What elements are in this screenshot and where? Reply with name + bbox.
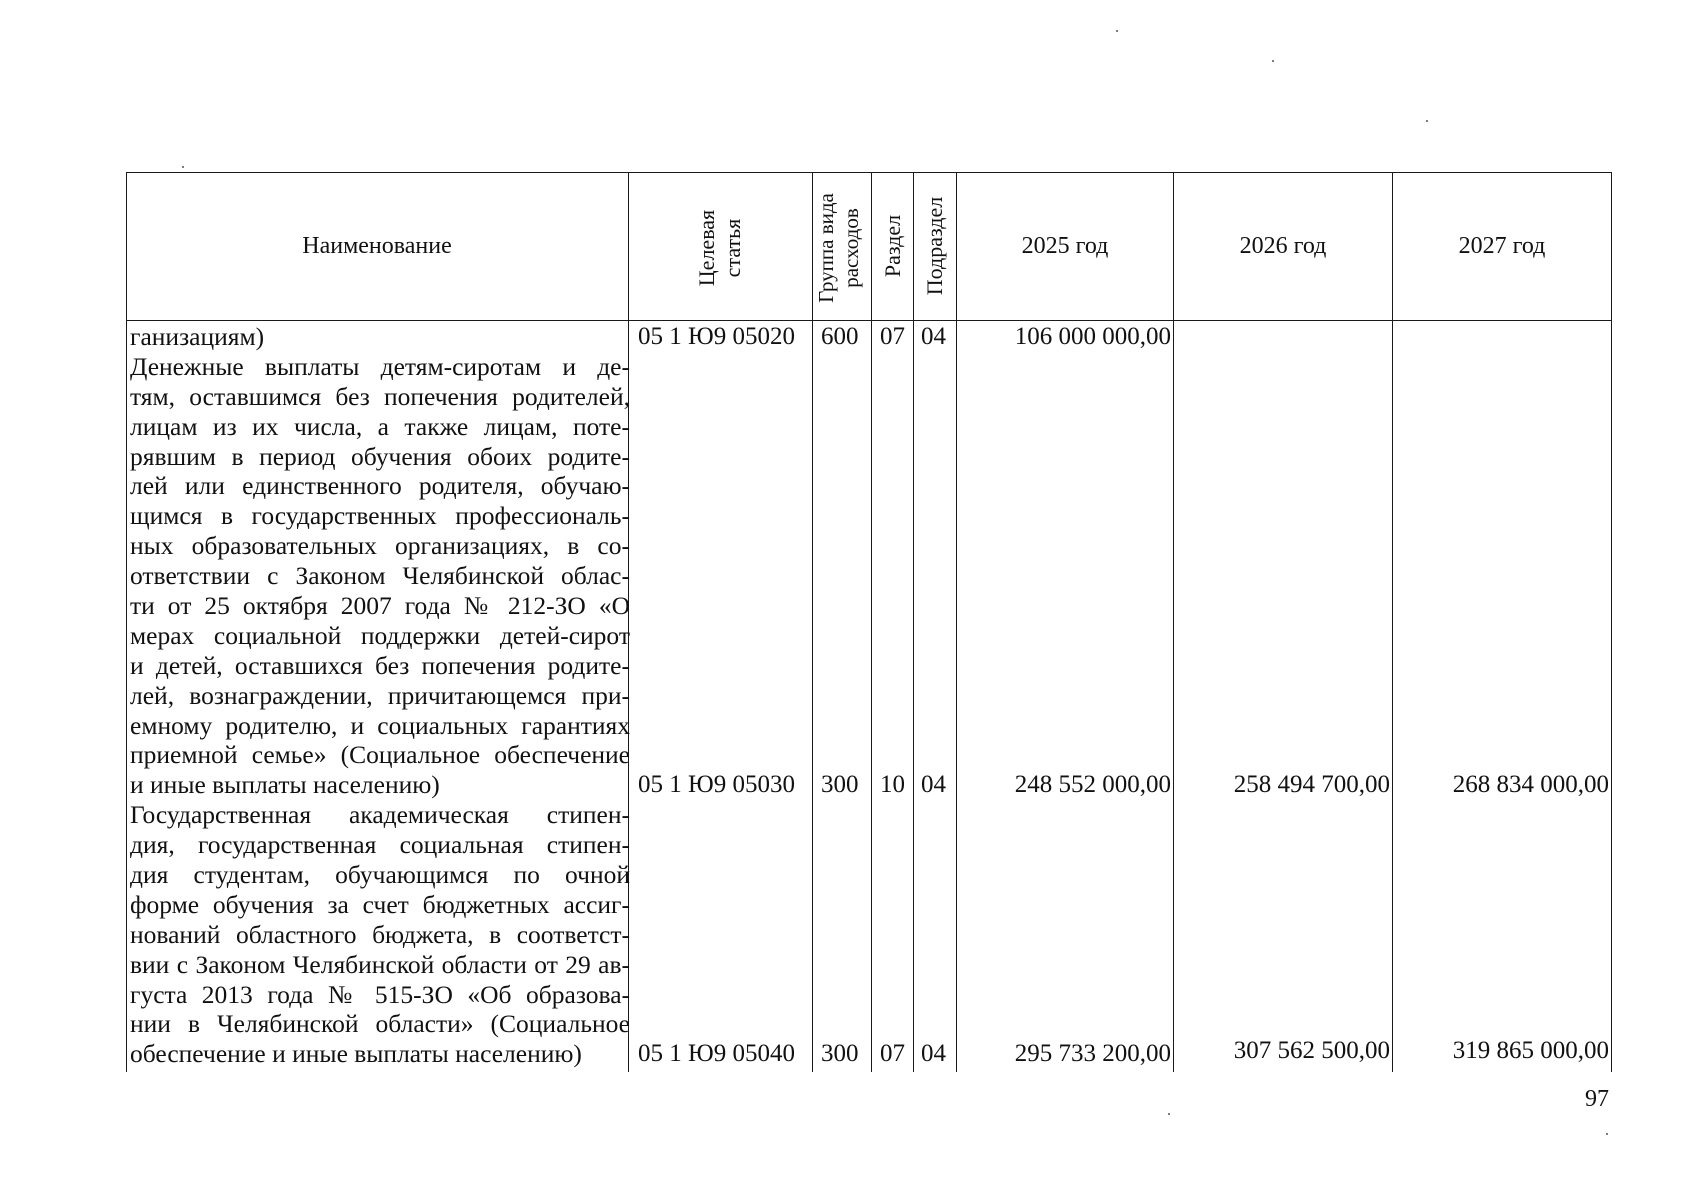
row-2-line: приемной семье» (Социальное обеспечение [130,740,630,770]
row-3-subsection: 04 [921,1040,946,1067]
row-3-line: нований областного бюджета, в соответст- [130,919,630,949]
table-right-border [1611,172,1612,1072]
row-3-code: 05 1 Ю9 05040 [638,1040,795,1067]
scan-speck [1116,30,1118,32]
row-2-line: и детей, оставшихся без попечения родите- [130,650,630,680]
row-3-line: вии с Законом Челябинской области от 29 ав- [130,949,630,979]
header-target-article: Целевая статья [694,209,745,287]
row-1-section: 07 [880,323,905,350]
row-1-code: 05 1 Ю9 05020 [638,323,795,350]
scan-speck [1606,1133,1608,1135]
row-2-line: лей, вознаграждении, причитающемся при- [130,680,630,710]
row-2-line: ответствии с Законом Челябинской облас- [130,561,630,591]
header-subsection: Подраздел [922,196,947,296]
row-2-2026: 258 494 700,00 [1233,771,1390,798]
row-2-line: лей или единственного родителя, обучаю- [130,471,630,501]
row-2-code: 05 1 Ю9 05030 [638,771,795,798]
scan-speck [182,166,184,168]
col-divider-code [812,172,813,1072]
row-2-2027: 268 834 000,00 [1452,771,1609,798]
col-divider-group [871,172,872,1072]
header-name: Наименование [302,232,452,259]
row-3-line: дия студентам, обучающимся по очной [130,860,630,890]
row-3-line: дия, государственная социальная стипен- [130,830,630,860]
col-divider-section [913,172,914,1072]
page-number: 97 [1585,1086,1609,1112]
header-section: Раздел [880,214,905,278]
row-2-2025: 248 552 000,00 [1014,771,1171,798]
row-1-2025: 106 000 000,00 [1014,323,1171,350]
row-3-2027: 319 865 000,00 [1452,1037,1609,1064]
row-1-group: 600 [821,323,859,350]
scan-speck [1272,60,1274,62]
row-3-line: обеспечение и иные выплаты населению) [130,1039,582,1069]
row-3-2026: 307 562 500,00 [1233,1037,1390,1064]
row-1-subsection: 04 [921,323,946,350]
row-2-line: ных образовательных организациях, в со- [130,531,630,561]
row-2-line: мерах социальной поддержки детей-сирот [130,620,630,650]
row-2-line: емному родителю, и социальных гарантиях [130,710,630,740]
row-2-subsection: 04 [921,771,946,798]
row-3-2025: 295 733 200,00 [1014,1040,1171,1067]
row-2-line: ти от 25 октября 2007 года № 212-ЗО «О [130,591,630,621]
header-2027: 2027 год [1458,232,1546,259]
row-1-line: ганизациям) [130,322,265,351]
row-2-group: 300 [821,771,859,798]
row-2-section: 10 [880,771,905,798]
header-2026: 2026 год [1239,232,1327,259]
row-3-line: форме обучения за счет бюджетных ассиг- [130,889,630,919]
row-3-line: Государственная академическая стипен- [130,800,630,830]
row-2-line: рявшим в период обучения обоих родите- [130,441,630,471]
header-expense-group: Группа вида расходов [814,193,863,303]
row-2-line: щимся в государственных профессиональ- [130,501,630,531]
row-3-section: 07 [880,1040,905,1067]
row-3-group: 300 [821,1040,859,1067]
row-3-line: нии в Челябинской области» (Социальное [130,1009,630,1039]
header-bottom-border [126,320,1612,321]
scan-speck [1426,120,1428,122]
row-2-line: тям, оставшимся без попечения родителей, [130,381,630,411]
description-column [130,322,630,1069]
row-2-line: Денежные выплаты детям-сиротам и де- [130,351,630,381]
header-2025: 2025 год [1021,232,1109,259]
scan-speck [1168,1113,1170,1115]
row-3-line: густа 2013 года № 515-ЗО «Об образова- [130,979,630,1009]
row-2-line: и иные выплаты населению) [130,770,440,800]
row-2-line: лицам из их числа, а также лицам, поте- [130,411,630,441]
